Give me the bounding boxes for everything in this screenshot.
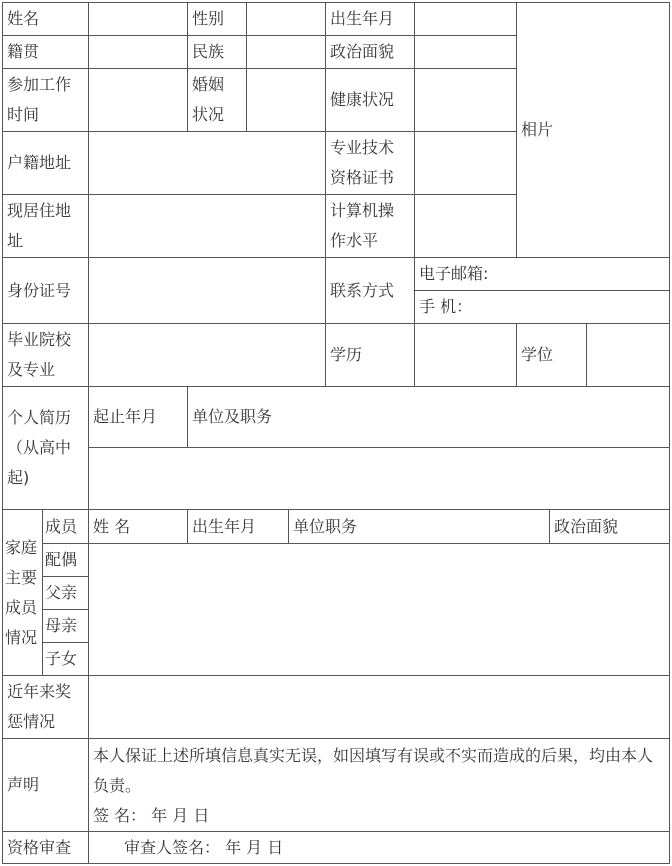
id-number-label: 身份证号	[7, 280, 72, 300]
household-address-field[interactable]	[89, 132, 325, 194]
degree-label: 学位	[521, 345, 554, 364]
family-political-header: 政治面貌	[554, 516, 619, 536]
declaration-text: 本人保证上述所填信息真实无误，如因填写有误或不实而造成的后果，均由本人负责。	[93, 746, 654, 795]
awards-label: 近年来奖惩情况	[7, 682, 72, 731]
school-major-label: 毕业院校及专业	[7, 330, 72, 379]
email-label: 电子邮箱:	[419, 264, 489, 283]
grid-line	[2, 863, 670, 864]
computer-level-field[interactable]	[415, 195, 516, 257]
school-major-field[interactable]	[89, 324, 325, 386]
household-address-label: 户籍地址	[7, 153, 72, 172]
family-label: 家庭主要成员情况	[5, 537, 38, 647]
id-number-field[interactable]	[89, 258, 325, 323]
ethnicity-label: 民族	[192, 42, 225, 61]
family-member-mother: 母亲	[45, 616, 78, 635]
education-label: 学历	[330, 345, 363, 364]
family-member-header: 成员	[45, 516, 78, 536]
declaration-sign: 签 名： 年 月 日	[93, 806, 210, 825]
birth-field[interactable]	[415, 3, 516, 35]
awards-field[interactable]	[89, 676, 669, 738]
work-start-time-label: 参加工作时间	[7, 75, 72, 124]
professional-cert-label: 专业技术资格证书	[330, 138, 395, 187]
review-label: 资格审查	[7, 837, 72, 857]
native-place-field[interactable]	[89, 36, 187, 68]
photo-label: 相片	[521, 120, 554, 139]
family-member-father: 父亲	[45, 583, 78, 602]
residence-address-field[interactable]	[89, 195, 325, 257]
family-member-child: 子女	[45, 649, 78, 668]
grid-line	[669, 2, 670, 864]
gender-label: 性别	[192, 9, 225, 28]
grid-line	[2, 738, 670, 739]
family-members-field[interactable]	[89, 544, 669, 675]
resume-content-field[interactable]	[89, 448, 669, 509]
resume-unit-header: 单位及职务	[192, 407, 273, 426]
health-status-label: 健康状况	[330, 90, 395, 109]
name-field[interactable]	[89, 3, 187, 35]
family-member-spouse: 配偶	[45, 550, 78, 569]
family-name-header: 姓 名	[93, 516, 131, 536]
native-place-label: 籍贯	[7, 42, 40, 61]
health-status-field[interactable]	[415, 69, 516, 131]
professional-cert-field[interactable]	[415, 132, 516, 194]
political-status-label: 政治面貌	[330, 42, 395, 61]
residence-address-label: 现居住地址	[7, 201, 72, 250]
resume-period-header: 起止年月	[93, 407, 158, 426]
political-status-field[interactable]	[415, 36, 516, 68]
phone-label: 手 机：	[419, 297, 473, 316]
review-sign: 审查人签名： 年 月 日	[124, 837, 284, 857]
declaration-label: 声明	[7, 775, 40, 794]
ethnicity-field[interactable]	[247, 36, 325, 68]
work-start-time-field[interactable]	[89, 69, 187, 131]
marital-status-label: 婚姻状况	[192, 75, 225, 124]
marital-status-field[interactable]	[247, 69, 325, 131]
name-label: 姓名	[7, 9, 40, 28]
gender-field[interactable]	[247, 3, 325, 35]
degree-field[interactable]	[587, 324, 669, 386]
family-unit-header: 单位职务	[293, 516, 358, 536]
resume-label: 个人简历（从高中起)	[7, 408, 72, 487]
computer-level-label: 计算机操作水平	[330, 201, 395, 250]
contact-label: 联系方式	[330, 280, 395, 300]
family-birth-header: 出生年月	[192, 516, 257, 536]
birth-label: 出生年月	[330, 9, 395, 28]
education-field[interactable]	[415, 324, 516, 386]
